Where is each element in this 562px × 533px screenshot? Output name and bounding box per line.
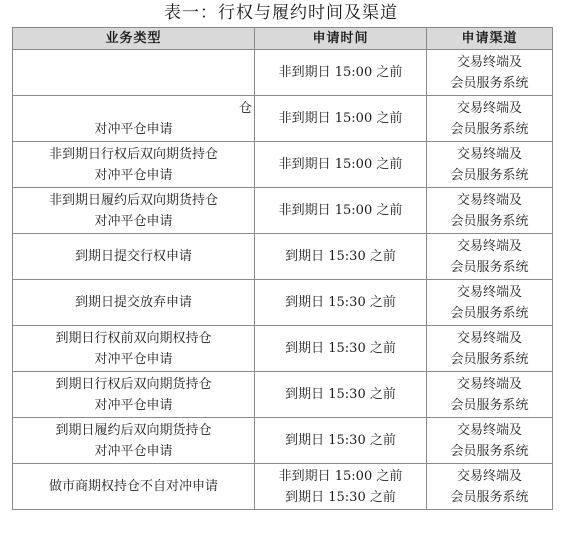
application-channel-line-2: 会员服务系统 <box>450 351 529 367</box>
business-type-line-1: 非到期日履约后双向期货持仓 <box>48 192 218 208</box>
application-channel-line-2: 会员服务系统 <box>450 489 529 505</box>
business-type-line-2: 对冲平仓申请 <box>94 167 173 183</box>
application-channel-line-1: 交易终端及 <box>456 146 522 162</box>
business-type-cell <box>13 372 255 418</box>
application-channel-cell <box>427 464 553 510</box>
table-row <box>13 418 553 464</box>
application-channel-line-2: 会员服务系统 <box>450 397 529 413</box>
business-type-line-1: 非到期日行权后双向期货持仓 <box>48 146 218 162</box>
application-time-line-1: 到期日 15:30 之前 <box>285 249 396 264</box>
application-channel-line-1: 交易终端及 <box>456 192 522 208</box>
table-row <box>13 188 553 234</box>
business-type-line-1: 做市商期权持仓不自对冲申请 <box>48 479 218 494</box>
application-channel-cell <box>427 372 553 418</box>
table-row <box>13 280 553 326</box>
application-time-line-1: 到期日 15:30 之前 <box>285 295 396 310</box>
application-channel-cell <box>427 234 553 280</box>
application-time-cell <box>255 280 427 326</box>
table-row <box>13 96 553 142</box>
business-type-cell <box>13 418 255 464</box>
business-type-cell <box>13 142 255 188</box>
business-type-line-2: 对冲平仓申请 <box>94 351 173 367</box>
business-type-line-2: 对冲平仓申请 <box>94 443 173 459</box>
application-time-cell <box>255 326 427 372</box>
application-time-cell <box>255 464 427 510</box>
application-time-cell <box>255 96 427 142</box>
application-channel-line-2: 会员服务系统 <box>450 443 529 459</box>
business-type-cell <box>13 188 255 234</box>
business-type-line-1: 到期日提交行权申请 <box>74 249 192 264</box>
business-type-line-1: 到期日行权后双向期货持仓 <box>55 376 212 392</box>
application-channel-line-1: 交易终端及 <box>456 284 522 300</box>
table-row <box>13 142 553 188</box>
business-type-cell <box>13 96 255 142</box>
header-application-channel: 申请渠道 <box>427 28 553 50</box>
business-type-line-2: 对冲平仓申请 <box>94 121 173 137</box>
business-type-line-1: 仓 <box>238 100 252 116</box>
application-channel-line-1: 交易终端及 <box>456 238 522 254</box>
table-row <box>13 372 553 418</box>
application-time-line-1: 非到期日 15:00 之前 <box>278 65 403 80</box>
application-channel-cell <box>427 188 553 234</box>
table-row <box>13 464 553 510</box>
business-type-cell <box>13 280 255 326</box>
table-row <box>13 234 553 280</box>
table-row <box>13 50 553 96</box>
business-type-cell <box>13 464 255 510</box>
application-time-cell <box>255 234 427 280</box>
application-channel-line-2: 会员服务系统 <box>450 213 529 229</box>
application-channel-cell <box>427 50 553 96</box>
application-channel-line-2: 会员服务系统 <box>450 75 529 91</box>
application-time-line-1: 非到期日 15:00 之前 <box>278 157 403 172</box>
business-type-line-2: 对冲平仓申请 <box>94 397 173 413</box>
application-channel-cell <box>427 418 553 464</box>
table-title: 表一：行权与履约时间及渠道 <box>164 3 398 23</box>
application-channel-line-2: 会员服务系统 <box>450 259 529 275</box>
business-type-cell <box>13 326 255 372</box>
application-channel-line-2: 会员服务系统 <box>450 167 529 183</box>
application-time-line-1: 非到期日 15:00 之前 <box>278 111 403 126</box>
application-time-line-1: 非到期日 15:00 之前 <box>278 203 403 218</box>
application-channel-line-1: 交易终端及 <box>456 100 522 116</box>
business-type-cell <box>13 50 255 96</box>
application-time-line-1: 非到期日 15:00 之前 <box>278 468 403 484</box>
table-row <box>13 326 553 372</box>
application-time-line-2: 到期日 15:30 之前 <box>285 489 396 505</box>
application-channel-cell <box>427 96 553 142</box>
application-channel-line-1: 交易终端及 <box>456 422 522 438</box>
header-application-time: 申请时间 <box>255 28 427 50</box>
application-channel-line-1: 交易终端及 <box>456 54 522 70</box>
business-type-cell <box>13 234 255 280</box>
application-channel-line-1: 交易终端及 <box>456 330 522 346</box>
application-channel-cell <box>427 280 553 326</box>
application-channel-line-2: 会员服务系统 <box>450 121 529 137</box>
application-time-cell <box>255 418 427 464</box>
application-channel-line-1: 交易终端及 <box>456 376 522 392</box>
application-channel-line-1: 交易终端及 <box>456 468 522 484</box>
application-channel-cell <box>427 142 553 188</box>
business-type-line-1: 到期日行权前双向期权持仓 <box>55 330 212 346</box>
application-time-cell <box>255 372 427 418</box>
application-time-cell <box>255 188 427 234</box>
table-header-row <box>13 28 553 50</box>
header-business-type: 业务类型 <box>13 28 255 50</box>
business-type-line-2: 对冲平仓申请 <box>94 213 173 229</box>
application-time-cell <box>255 50 427 96</box>
application-time-cell <box>255 142 427 188</box>
application-time-table <box>12 27 553 510</box>
application-time-line-1: 到期日 15:30 之前 <box>285 387 396 402</box>
business-type-line-1: 到期日提交放弃申请 <box>74 295 192 310</box>
application-channel-line-2: 会员服务系统 <box>450 305 529 321</box>
application-time-line-1: 到期日 15:30 之前 <box>285 433 396 448</box>
application-time-line-1: 到期日 15:30 之前 <box>285 341 396 356</box>
business-type-line-1: 到期日履约后双向期货持仓 <box>55 422 212 438</box>
application-channel-cell <box>427 326 553 372</box>
